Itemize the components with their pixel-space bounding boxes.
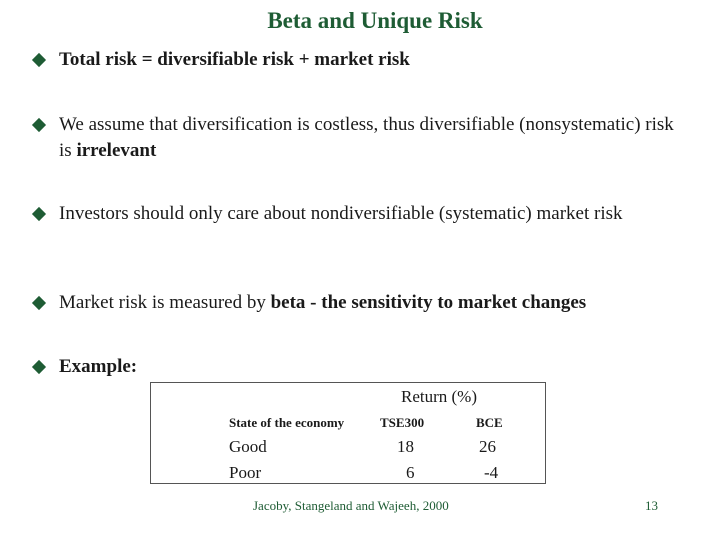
bullet-3-text <box>34 201 684 227</box>
bullet-5-text <box>34 354 684 380</box>
row-good-state: Good <box>229 437 267 456</box>
slide-title: Beta and Unique Risk <box>267 8 483 33</box>
return-group-header: Return (%) <box>401 387 478 406</box>
bullet-4-part-2: beta - the sensitivity to market changes <box>270 292 587 313</box>
header-state-of-economy: State of the economy <box>229 415 345 430</box>
header-bce: BCE <box>476 415 503 430</box>
row-good-bce: 26 <box>479 437 496 456</box>
bullet-1-text <box>34 47 684 73</box>
bullet-5 <box>34 354 684 380</box>
bullet-1-part-1: Total risk = diversifiable risk + market risk <box>59 49 410 70</box>
row-poor-tse300: 6 <box>406 463 415 482</box>
example-returns-table <box>150 382 546 484</box>
bullet-2-part-2: irrelevant <box>76 140 157 161</box>
row-good-tse300: 18 <box>397 437 414 456</box>
bullet-3-part-1: Investors should only care about nondiversifiable (systematic) market risk <box>59 203 623 224</box>
bullet-1 <box>34 47 684 73</box>
row-poor-state: Poor <box>229 463 262 482</box>
bullet-4-part-1: Market risk is measured by <box>59 292 271 313</box>
bullet-4 <box>34 290 684 316</box>
bullet-3 <box>34 201 684 227</box>
footer-source: Jacoby, Stangeland and Wajeeh, 2000 <box>253 498 449 513</box>
bullet-2 <box>34 112 684 164</box>
bullet-2-part-1: We assume that diversification is costless, thus diversifiable (nonsystematic) risk is <box>59 114 674 161</box>
bullet-5-part-1: Example: <box>59 356 138 377</box>
bullet-4-text <box>34 290 684 316</box>
bullet-2-text <box>34 112 684 164</box>
row-poor-bce: -4 <box>484 463 499 482</box>
header-tse300: TSE300 <box>380 415 425 430</box>
page-number: 13 <box>645 498 658 513</box>
